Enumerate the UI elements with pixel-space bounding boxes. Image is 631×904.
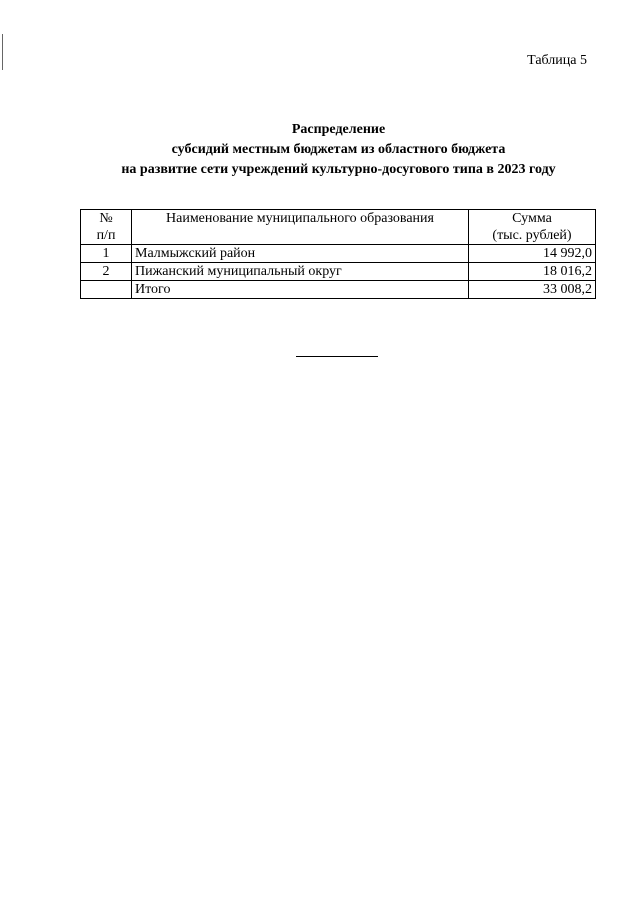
row-num: 2: [81, 263, 132, 281]
header-sum: [469, 210, 596, 245]
header-sum-line1: Сумма: [512, 211, 552, 226]
row-name: Пижанский муниципальный округ: [132, 263, 469, 281]
title-line-1: Распределение: [291, 122, 386, 137]
header-num: [81, 210, 132, 245]
total-sum: 33 008,2: [469, 281, 596, 299]
header-num-line1: №: [99, 211, 113, 226]
row-num: 1: [81, 245, 132, 263]
row-sum: 18 016,2: [469, 263, 596, 281]
header-sum-line2: (тыс. рублей): [492, 228, 572, 243]
title-line-3: на развитие сети учреждений культурно-досугового типа в 2023 году: [121, 162, 556, 177]
document-title: [0, 120, 631, 180]
table-total-row: [81, 281, 596, 299]
end-rule: [296, 356, 378, 357]
table-row: [81, 245, 596, 263]
total-num: [81, 281, 132, 299]
header-name: Наименование муниципального образования: [132, 210, 469, 245]
title-line-2: субсидий местным бюджетам из областного бюджета: [171, 142, 506, 157]
subsidy-table: [80, 209, 596, 299]
total-label: Итого: [132, 281, 469, 299]
table-header-row: [81, 210, 596, 245]
table-row: [81, 263, 596, 281]
row-name: Малмыжский район: [132, 245, 469, 263]
header-num-line2: п/п: [96, 228, 116, 243]
margin-mark: [2, 34, 3, 70]
table-label: Таблица 5: [527, 53, 587, 68]
row-sum: 14 992,0: [469, 245, 596, 263]
